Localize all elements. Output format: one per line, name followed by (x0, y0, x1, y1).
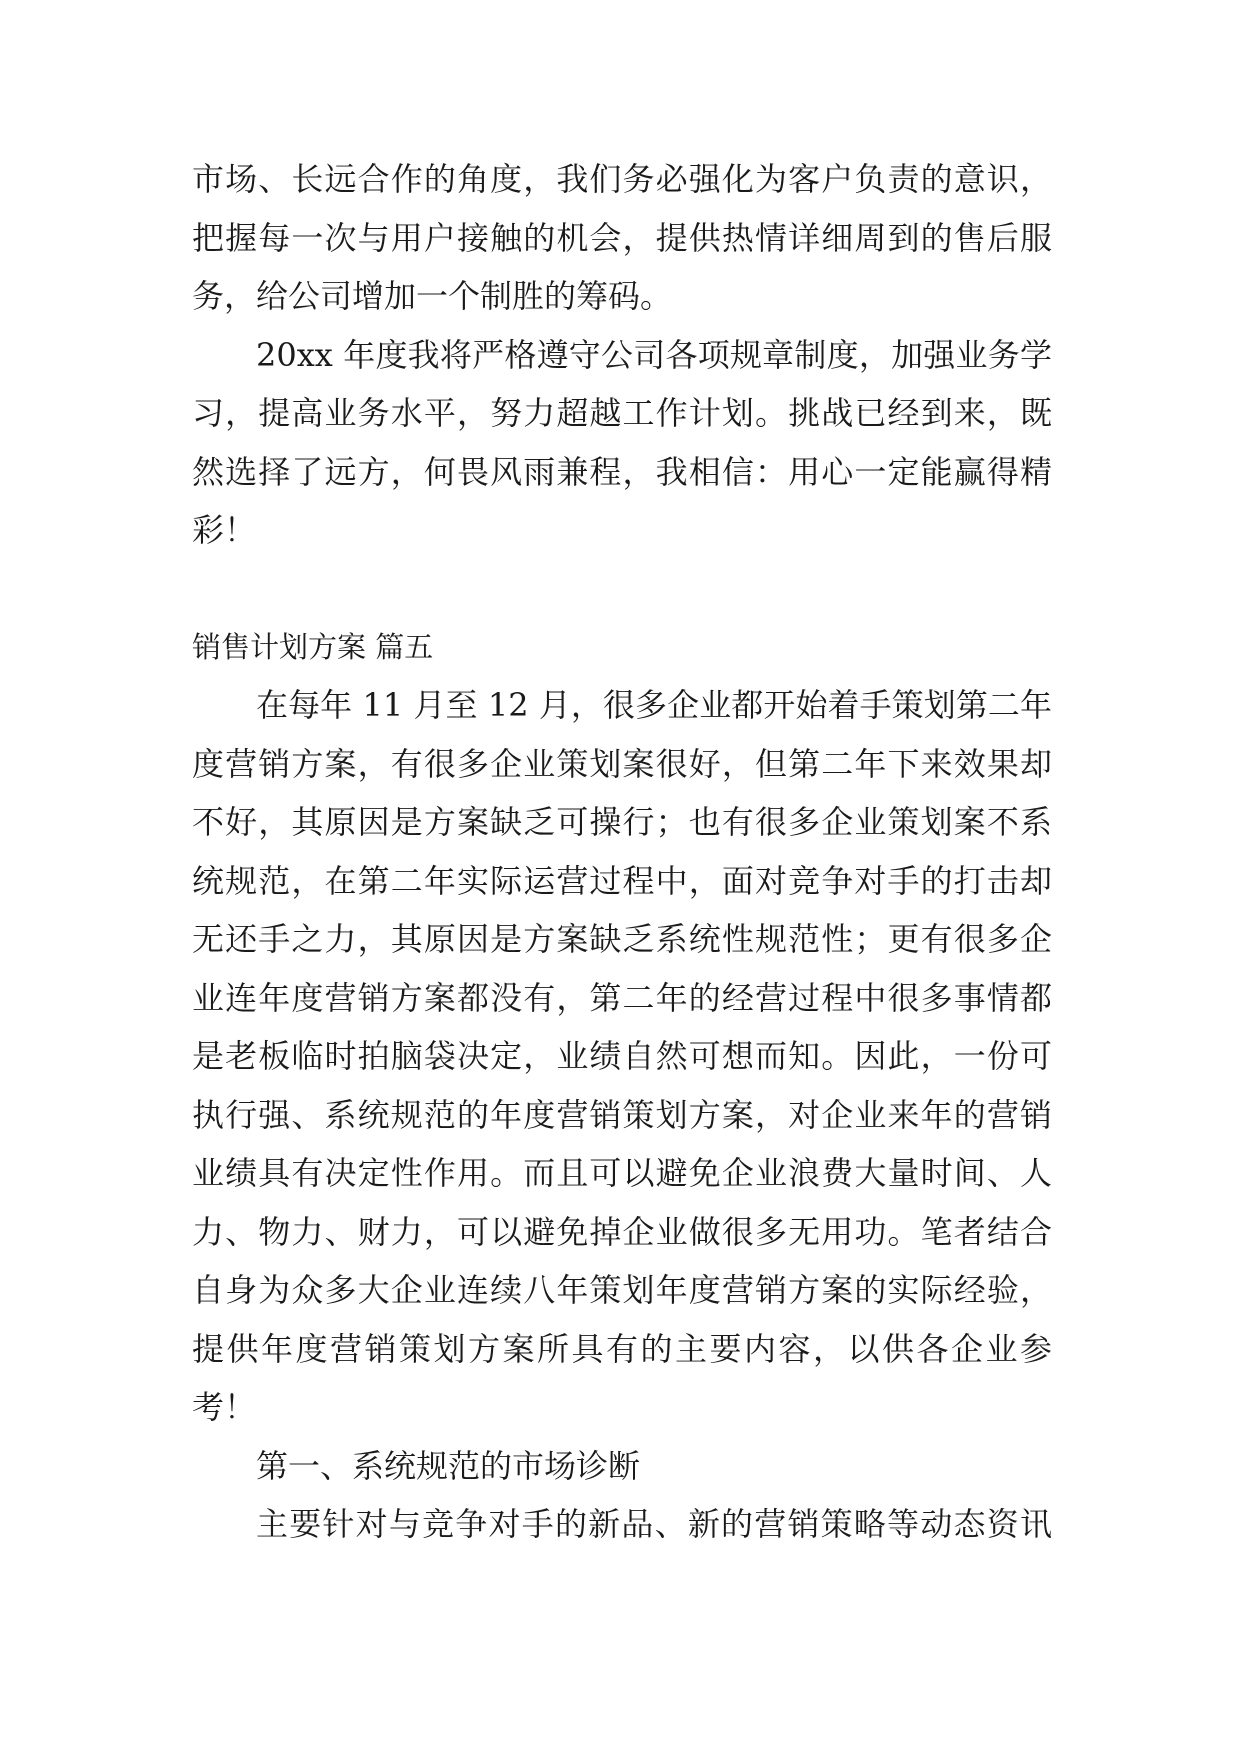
text-line: 度营销方案，有很多企业策划案很好，但第二年下来效果却 (192, 744, 1052, 783)
section-gap (192, 560, 1052, 618)
subheading: 第一、系统规范的市场诊断 (256, 1446, 641, 1485)
document-page (192, 150, 1052, 1554)
text-line: 执行强、系统规范的年度营销策划方案，对企业来年的营销 (192, 1095, 1052, 1134)
text-line: 统规范，在第二年实际运营过程中，面对竞争对手的打击却 (192, 861, 1052, 900)
section-heading: 销售计划方案 篇五 (192, 629, 434, 664)
text-line: 考！ (192, 1388, 257, 1426)
text-line: 不好，其原因是方案缺乏可操行；也有很多企业策划案不系 (192, 803, 1052, 841)
text-line: 提供年度营销策划方案所具有的主要内容，以供各企业参 (192, 1329, 1052, 1368)
text-line: 务，给公司增加一个制胜的筹码。 (192, 277, 673, 315)
paragraph-1 (192, 150, 1052, 326)
text-line: 把握每一次与用户接触的机会，提供热情详细周到的售后服 (192, 218, 1052, 257)
paragraph-3 (192, 676, 1052, 1437)
text-line: 自身为众多大企业连续八年策划年度营销方案的实际经验， (192, 1271, 1052, 1309)
text-line: 力、物力、财力，可以避免掉企业做很多无用功。笔者结合 (192, 1212, 1052, 1251)
text-line: 是老板临时拍脑袋决定，业绩自然可想而知。因此，一份可 (192, 1037, 1052, 1075)
text-line: 彩！ (192, 511, 257, 549)
text-line: 业绩具有决定性作用。而且可以避免企业浪费大量时间、人 (192, 1154, 1052, 1192)
paragraph-2 (192, 326, 1052, 560)
text-line: 20xx 年度我将严格遵守公司各项规章制度，加强业务学 (256, 335, 1052, 374)
text-line: 无还手之力，其原因是方案缺乏系统性规范性；更有很多企 (192, 920, 1052, 958)
text-line: 主要针对与竞争对手的新品、新的营销策略等动态资讯 (256, 1505, 1052, 1543)
text-line: 在每年 11 月至 12 月，很多企业都开始着手策划第二年 (256, 686, 1052, 724)
text-line: 业连年度营销方案都没有，第二年的经营过程中很多事情都 (192, 978, 1052, 1017)
text-line: 然选择了远方，何畏风雨兼程，我相信：用心一定能赢得精 (192, 452, 1052, 491)
paragraph-4 (192, 1495, 1052, 1554)
text-line: 习，提高业务水平，努力超越工作计划。挑战已经到来，既 (192, 394, 1052, 432)
text-line: 市场、长远合作的角度，我们务必强化为客户负责的意识， (192, 160, 1052, 198)
